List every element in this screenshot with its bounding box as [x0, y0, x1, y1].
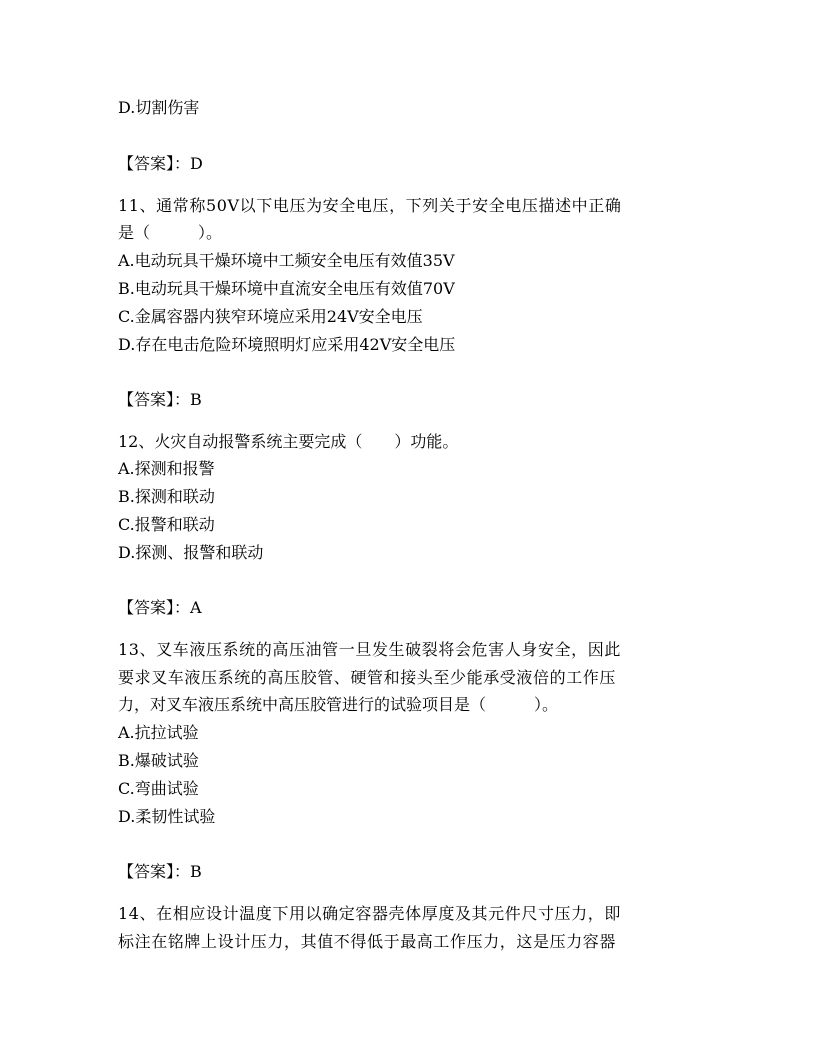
q12-option-b: B.探测和联动 — [118, 487, 215, 506]
q11-option-d: D.存在电击危险环境照明灯应采用42V安全电压 — [118, 335, 456, 354]
q14-stem-line2: 标注在铭牌上设计压力，其值不得低于最高工作压力，这是压力容器 — [118, 932, 617, 951]
q12-option-a: A.探测和报警 — [118, 459, 215, 478]
q12-option-d: D.探测、报警和联动 — [118, 543, 264, 562]
answer-12: 【答案】：A — [118, 598, 202, 617]
q13-option-d: D.柔韧性试验 — [118, 807, 216, 826]
q13-option-a: A.抗拉试验 — [118, 723, 199, 742]
answer-13: 【答案】：B — [118, 862, 202, 881]
q11-option-b: B.电动玩具干燥环境中直流安全电压有效值70V — [118, 279, 455, 298]
answer-11: 【答案】：B — [118, 390, 202, 409]
prev-option-d: D.切割伤害 — [118, 98, 200, 117]
q12-option-c: C.报警和联动 — [118, 515, 215, 534]
q14-stem-line1: 14、在相应设计温度下用以确定容器壳体厚度及其元件尺寸压力，即 — [118, 904, 621, 923]
q11-stem-line2: 是（ ）。 — [118, 223, 223, 242]
q11-option-a: A.电动玩具干燥环境中工频安全电压有效值35V — [118, 251, 455, 270]
q11-option-c: C.金属容器内狭窄环境应采用24V安全电压 — [118, 307, 423, 326]
q12-stem: 12、火灾自动报警系统主要完成（ ）功能。 — [118, 432, 459, 451]
q11-stem-line1: 11、通常称50V以下电压为安全电压，下列关于安全电压描述中正确 — [118, 196, 622, 215]
q13-option-b: B.爆破试验 — [118, 751, 199, 770]
answer-10: 【答案】：D — [118, 154, 203, 173]
q13-stem-line3: 力，对叉车液压系统中高压胶管进行的试验项目是（ ）。 — [118, 695, 559, 714]
q13-option-c: C.弯曲试验 — [118, 779, 199, 798]
q13-stem-line1: 13、叉车液压系统的高压油管一旦发生破裂将会危害人身安全，因此 — [118, 640, 621, 659]
q13-stem-line2: 要求叉车液压系统的高压胶管、硬管和接头至少能承受液倍的工作压 — [118, 668, 617, 687]
